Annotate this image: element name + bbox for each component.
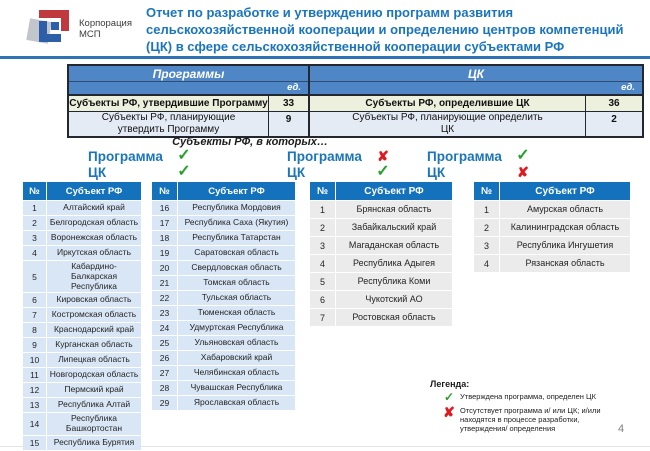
table-row xyxy=(152,276,295,290)
ck-label: ЦК xyxy=(287,164,306,180)
row-number: 7 xyxy=(310,309,336,326)
row-number: 1 xyxy=(310,201,336,218)
row-number: 16 xyxy=(152,201,178,215)
logo-line-1: Корпорация xyxy=(79,18,132,29)
row-subject: Пермский край xyxy=(64,384,124,395)
table-row xyxy=(310,219,452,236)
row-subject: Тюменская область xyxy=(197,307,276,318)
summary-cell-planning-programs-value: 9 xyxy=(268,111,308,136)
check-icon: ✓ xyxy=(376,163,390,180)
table-row xyxy=(23,383,141,397)
table-row xyxy=(23,413,141,435)
row-subject: Воронежская область xyxy=(50,232,138,243)
page-title xyxy=(146,4,648,55)
table-row xyxy=(310,273,452,290)
legend-item-approved xyxy=(430,392,626,403)
program-label: Программа xyxy=(88,148,163,164)
table-header xyxy=(474,182,630,200)
table-row xyxy=(152,321,295,335)
row-number: 10 xyxy=(23,353,47,367)
section-title: Субъекты РФ, в которых… xyxy=(172,136,328,148)
row-number: 9 xyxy=(23,338,47,352)
row-number: 25 xyxy=(152,336,178,350)
row-number: 5 xyxy=(310,273,336,290)
row-number: 4 xyxy=(474,255,500,272)
cross-icon: ✘ xyxy=(377,148,389,164)
table-row xyxy=(152,231,295,245)
row-subject: Краснодарский край xyxy=(53,324,135,335)
row-number: 2 xyxy=(310,219,336,236)
check-icon: ✓ xyxy=(177,147,191,164)
table-body xyxy=(23,201,141,450)
row-subject: Челябинская область xyxy=(193,367,280,378)
subject-table-1 xyxy=(23,182,141,451)
row-subject: Хабаровский край xyxy=(200,352,273,363)
row-subject: Забайкальский край xyxy=(351,222,437,233)
row-number: 15 xyxy=(23,436,47,450)
logo-red-shape xyxy=(61,10,69,31)
summary-cell-planning-programs-label: Субъекты РФ, планирующие утвердить Программу xyxy=(69,111,268,136)
table-row xyxy=(152,201,295,215)
table-row xyxy=(152,261,295,275)
summary-unit-label: ед. xyxy=(287,82,301,93)
table-row xyxy=(310,201,452,218)
table-row xyxy=(310,309,452,326)
check-icon: ✓ xyxy=(443,390,455,404)
table-row xyxy=(23,246,141,260)
legend-title: Легенда: xyxy=(430,379,470,389)
summary-header-ck xyxy=(308,66,642,94)
row-subject: Республика Бурятия xyxy=(53,436,135,447)
group-header-program-yes-ck-no xyxy=(427,148,535,180)
table-row xyxy=(23,436,141,450)
check-icon: ✓ xyxy=(516,147,530,164)
row-number: 28 xyxy=(152,381,178,395)
legend-item-text: Утверждена программа, определен ЦК xyxy=(460,392,596,401)
row-number: 6 xyxy=(310,291,336,308)
row-subject: Ярославская область xyxy=(193,397,280,408)
column-header-num: № xyxy=(152,182,178,200)
table-row xyxy=(23,353,141,367)
cross-icon: ✘ xyxy=(443,404,455,420)
row-subject: Иркутская область xyxy=(56,247,132,258)
row-number: 19 xyxy=(152,246,178,260)
row-subject: Ростовская область xyxy=(352,312,436,323)
subject-table-2 xyxy=(152,182,295,411)
table-row xyxy=(152,291,295,305)
row-subject: Чувашская Республика xyxy=(190,382,283,393)
summary-cell-defined-ck-value: 36 xyxy=(585,94,642,111)
row-number: 17 xyxy=(152,216,178,230)
table-row xyxy=(152,216,295,230)
logo-blue-shape xyxy=(39,34,61,42)
row-subject: Новгородская область xyxy=(49,369,139,380)
table-row xyxy=(152,396,295,410)
title-line-1: Отчет по разработке и утверждению программ развития xyxy=(146,5,514,20)
summary-cell-defined-ck-label: Субъекты РФ, определившие ЦК xyxy=(308,94,585,111)
row-subject: Кировская область xyxy=(56,294,132,305)
table-row xyxy=(310,255,452,272)
column-header-num: № xyxy=(474,182,500,200)
table-row xyxy=(23,293,141,307)
summary-cell-approved-programs-label: Субъекты РФ, утвердившие Программу xyxy=(69,94,268,111)
row-subject: Республика Татарстан xyxy=(192,232,281,243)
row-subject: Магаданская область xyxy=(348,240,440,251)
table-row xyxy=(310,291,452,308)
column-header-subject: Субъект РФ xyxy=(535,185,595,197)
column-header-subject: Субъект РФ xyxy=(364,185,424,197)
legend-item-missing xyxy=(430,406,626,433)
row-subject: Саратовская область xyxy=(194,247,279,258)
group-header-program-yes-ck-yes xyxy=(88,148,196,180)
program-label: Программа xyxy=(427,148,502,164)
row-number: 12 xyxy=(23,383,47,397)
row-number: 20 xyxy=(152,261,178,275)
table-row xyxy=(152,366,295,380)
cross-icon: ✘ xyxy=(517,164,529,180)
table-header xyxy=(23,182,141,200)
row-number: 13 xyxy=(23,398,47,412)
row-number: 3 xyxy=(474,237,500,254)
column-header-num: № xyxy=(23,182,47,200)
table-row xyxy=(23,216,141,230)
table-row xyxy=(474,201,630,218)
msp-logo-text xyxy=(79,18,132,40)
row-subject: Липецкая область xyxy=(58,354,130,365)
row-subject: Амурская область xyxy=(526,204,604,215)
row-subject: Республика Алтай xyxy=(57,399,131,410)
row-number: 14 xyxy=(23,413,47,435)
summary-header-programs xyxy=(69,66,308,94)
table-body xyxy=(474,201,630,272)
table-row xyxy=(23,201,141,215)
table-row xyxy=(23,323,141,337)
row-subject: Тульская область xyxy=(201,292,272,303)
row-subject: Рязанская область xyxy=(525,258,605,269)
row-subject: Томская область xyxy=(203,277,270,288)
title-line-2: сельскохозяйственной кооперации и определению центров компетенций xyxy=(146,22,624,37)
msp-logo xyxy=(28,9,132,49)
table-header xyxy=(152,182,295,200)
table-row xyxy=(152,246,295,260)
row-number: 1 xyxy=(23,201,47,215)
row-subject: Брянская область xyxy=(356,204,432,215)
logo-blue-shape xyxy=(51,22,59,30)
row-subject: Чукотский АО xyxy=(365,294,423,305)
table-header xyxy=(310,182,452,200)
row-number: 4 xyxy=(310,255,336,272)
summary-header-programs-label: Программы xyxy=(69,66,308,82)
row-subject: Республика Башкортостан xyxy=(65,413,123,434)
row-number: 3 xyxy=(310,237,336,254)
legend xyxy=(430,379,626,436)
row-number: 8 xyxy=(23,323,47,337)
table-row xyxy=(23,368,141,382)
row-number: 18 xyxy=(152,231,178,245)
subject-table-4 xyxy=(474,182,630,273)
table-body xyxy=(310,201,452,326)
column-header-subject: Субъект РФ xyxy=(65,185,123,197)
table-row xyxy=(474,219,630,236)
row-number: 2 xyxy=(474,219,500,236)
table-row xyxy=(310,237,452,254)
row-subject: Костромская область xyxy=(51,309,137,320)
table-row xyxy=(152,351,295,365)
row-number: 3 xyxy=(23,231,47,245)
table-row xyxy=(23,398,141,412)
page-number: 4 xyxy=(618,423,625,435)
table-row xyxy=(474,237,630,254)
row-subject: Республика Коми xyxy=(357,276,431,287)
table-row xyxy=(23,261,141,292)
table-row xyxy=(152,306,295,320)
row-number: 23 xyxy=(152,306,178,320)
row-number: 27 xyxy=(152,366,178,380)
ck-label: ЦК xyxy=(88,164,107,180)
summary-cell-planning-ck-value: 2 xyxy=(585,111,642,136)
row-subject: Свердловская область xyxy=(191,262,282,273)
table-row xyxy=(474,255,630,272)
row-subject: Курганская область xyxy=(55,339,133,350)
row-subject: Кабардино-Балкарская Республика xyxy=(70,261,118,291)
table-row xyxy=(23,338,141,352)
row-number: 5 xyxy=(23,261,47,292)
column-header-subject: Субъект РФ xyxy=(208,185,265,197)
row-subject: Удмуртская Республика xyxy=(189,322,284,333)
summary-table xyxy=(67,64,644,138)
header-divider xyxy=(0,56,650,59)
table-row xyxy=(23,308,141,322)
row-subject: Ульяновская область xyxy=(194,337,279,348)
program-label: Программа xyxy=(287,148,362,164)
summary-cell-planning-ck-label: Субъекты РФ, планирующие определить ЦК xyxy=(308,111,585,136)
row-subject: Калининградская область xyxy=(510,222,620,233)
row-number: 29 xyxy=(152,396,178,410)
summary-cell-approved-programs-value: 33 xyxy=(268,94,308,111)
row-number: 11 xyxy=(23,368,47,382)
title-line-3: (ЦК) в сфере сельскохозяйственной кооперации субъектами РФ xyxy=(146,39,565,54)
summary-unit-label: ед. xyxy=(621,82,635,93)
legend-item-text: Отсутствует программа и/ или ЦК; и/или находятся в процессе разработки, утверждения/ определения xyxy=(460,406,601,434)
row-number: 21 xyxy=(152,276,178,290)
row-subject: Республика Саха (Якутия) xyxy=(184,217,289,228)
row-subject: Республика Адыгея xyxy=(353,258,435,269)
table-body xyxy=(152,201,295,410)
row-number: 24 xyxy=(152,321,178,335)
row-number: 22 xyxy=(152,291,178,305)
row-subject: Алтайский край xyxy=(63,202,125,213)
group-header-program-no-ck-yes xyxy=(287,148,395,180)
table-row xyxy=(23,231,141,245)
ck-label: ЦК xyxy=(427,164,446,180)
table-row xyxy=(152,381,295,395)
logo-line-2: МСП xyxy=(79,29,101,40)
msp-logo-icon xyxy=(28,9,72,49)
summary-header-ck-label: ЦК xyxy=(310,66,642,82)
row-number: 1 xyxy=(474,201,500,218)
check-icon: ✓ xyxy=(177,163,191,180)
subject-table-3 xyxy=(310,182,452,327)
row-subject: Республика Мордовия xyxy=(192,202,281,213)
row-number: 6 xyxy=(23,293,47,307)
row-number: 4 xyxy=(23,246,47,260)
row-number: 7 xyxy=(23,308,47,322)
table-row xyxy=(152,336,295,350)
row-subject: Белгородская область xyxy=(49,217,139,228)
row-number: 26 xyxy=(152,351,178,365)
column-header-num: № xyxy=(310,182,336,200)
row-subject: Республика Ингушетия xyxy=(516,240,614,251)
row-number: 2 xyxy=(23,216,47,230)
